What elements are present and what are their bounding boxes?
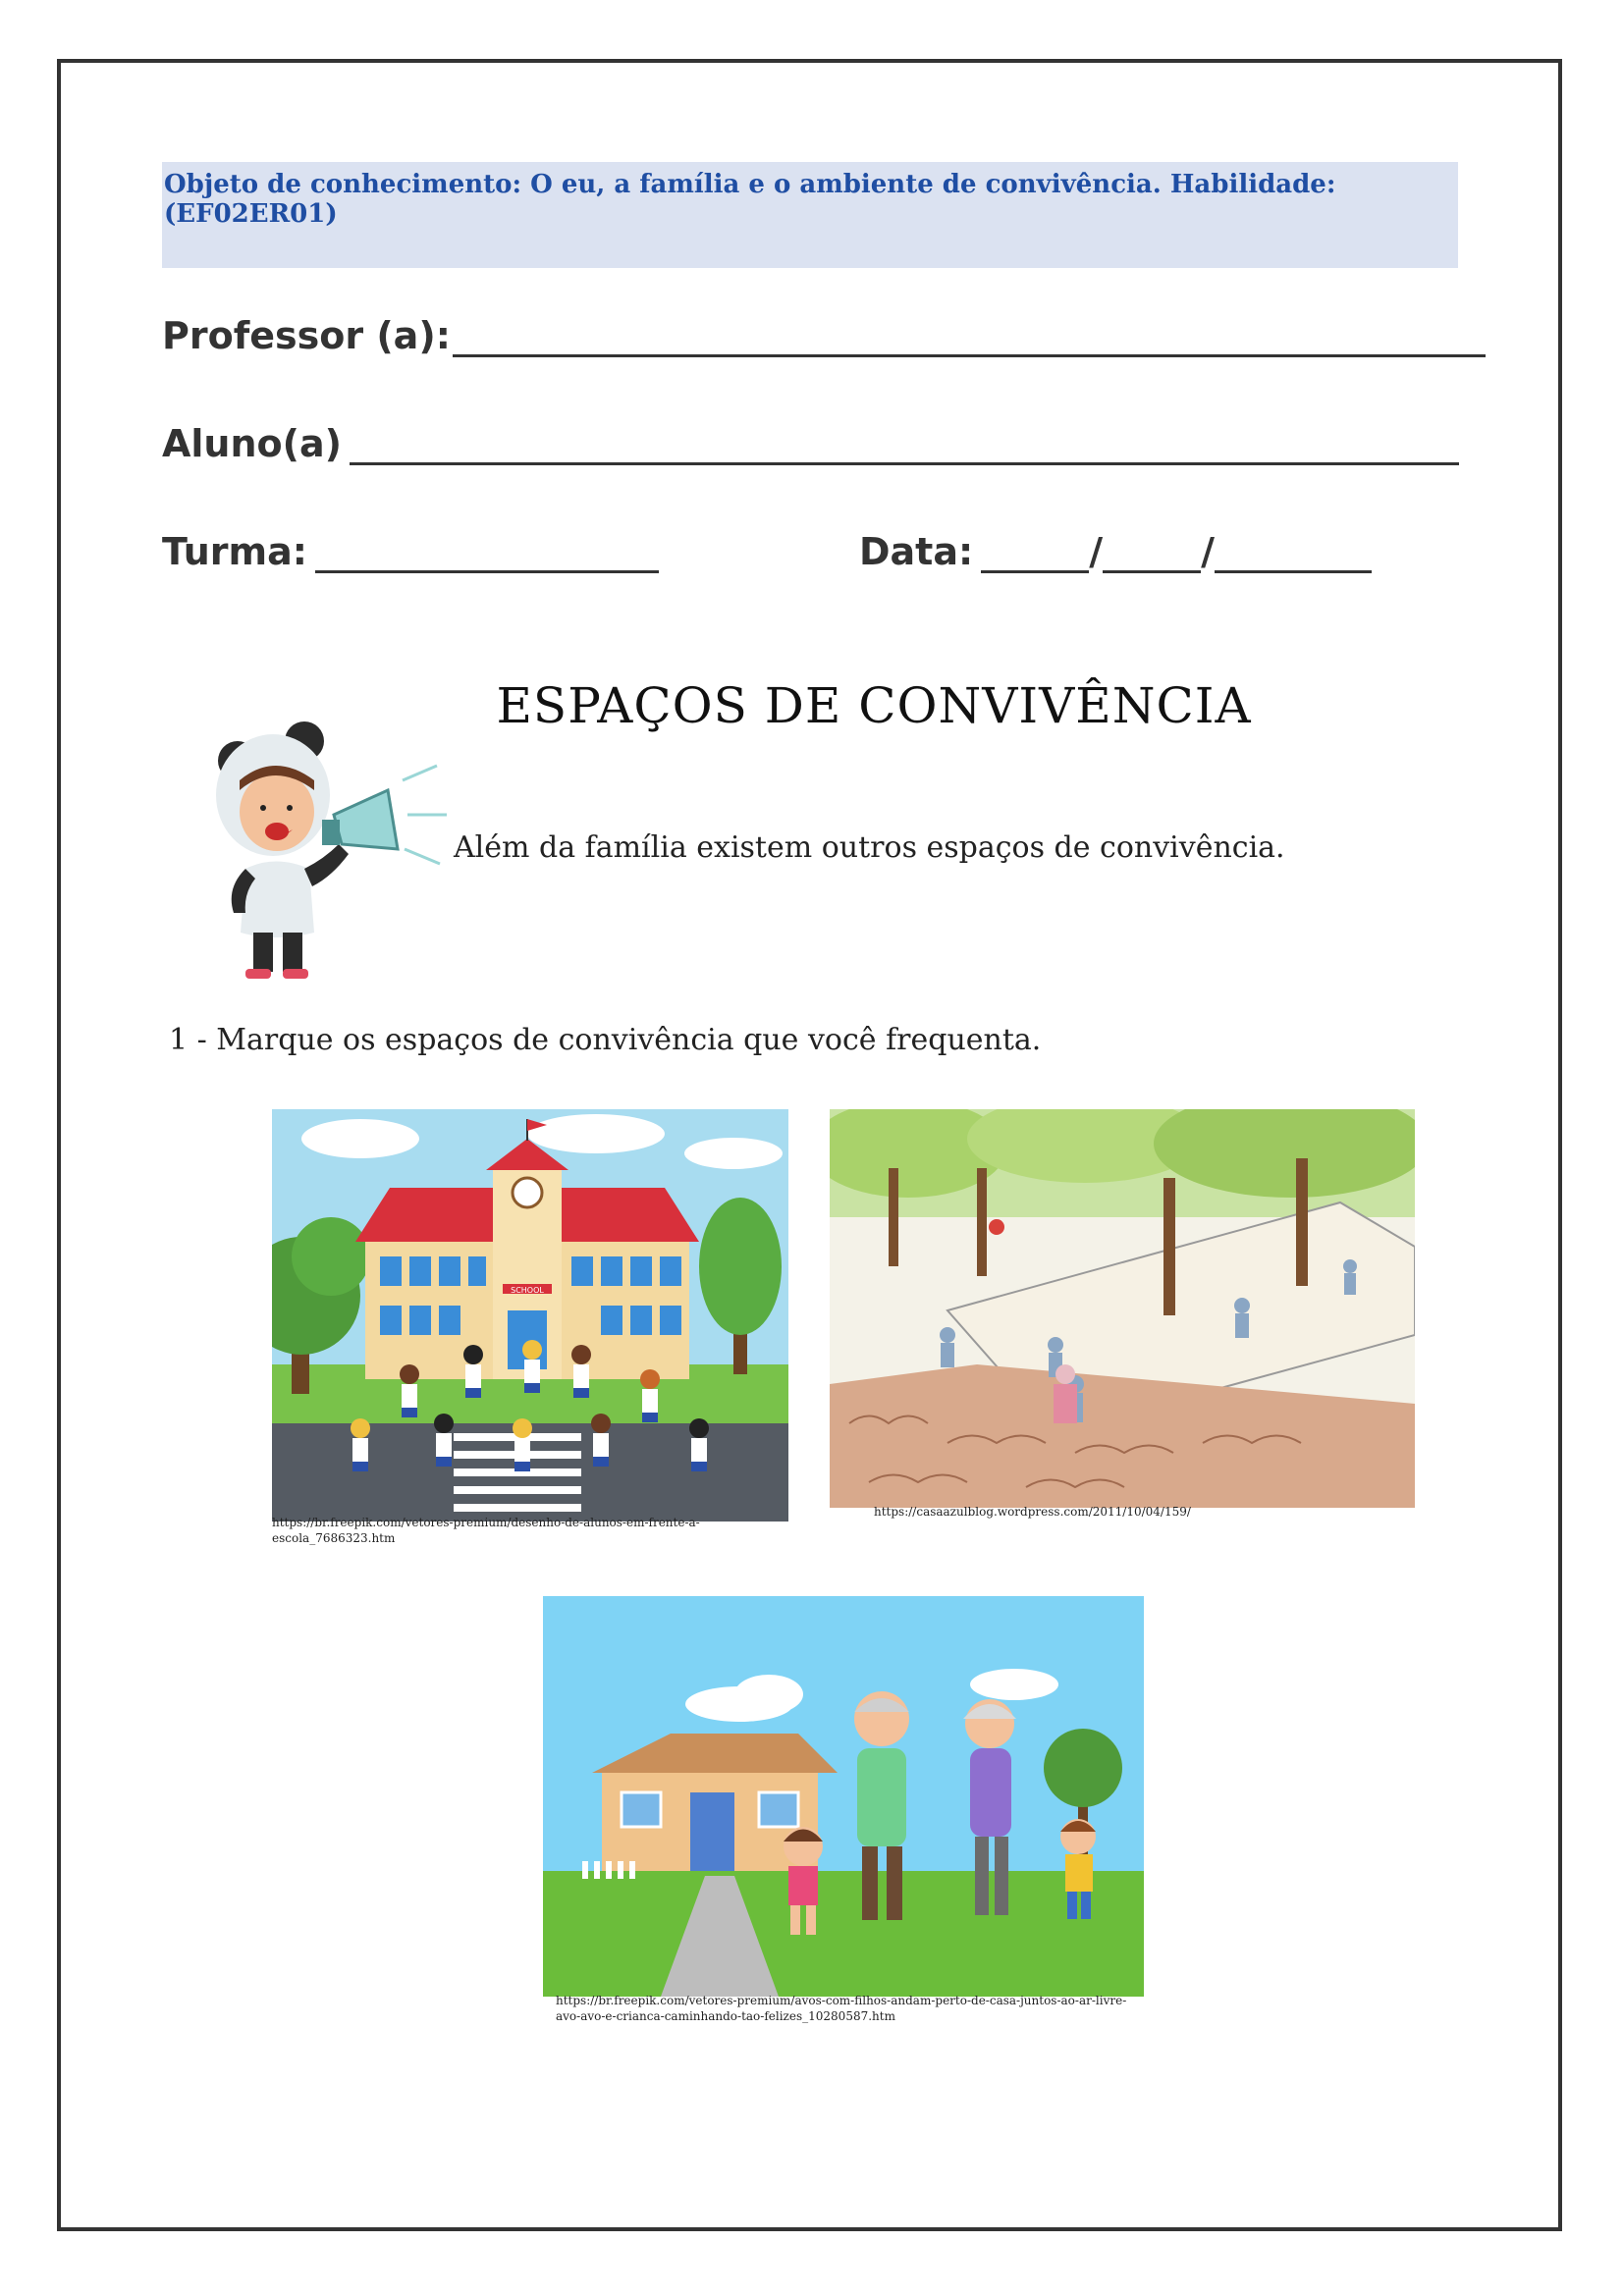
teacher-field	[162, 314, 1486, 357]
school-image-credit[interactable]: https://br.freepik.com/vetores-premium/desenho-de-alunos-em-frente-a-escola_7686323.htm	[272, 1516, 700, 1545]
question-1: 1 - Marque os espaços de convivência que você frequenta.	[169, 1023, 1042, 1057]
teacher-line[interactable]	[453, 321, 1486, 357]
home-family-illustration[interactable]	[543, 1596, 1144, 1997]
teacher-label: Professor (a):	[162, 314, 451, 357]
date-field	[859, 530, 1372, 573]
page-title: ESPAÇOS DE CONVIVÊNCIA	[496, 677, 1252, 734]
date-year-line[interactable]	[1215, 537, 1372, 573]
student-line[interactable]	[350, 429, 1459, 465]
class-line[interactable]	[315, 537, 659, 573]
objective-banner	[162, 162, 1458, 268]
student-label: Aluno(a)	[162, 422, 343, 465]
date-label: Data:	[859, 530, 974, 573]
home-image-credit[interactable]: https://br.freepik.com/vetores-premium/avos-com-filhos-andam-perto-de-casa-juntos-ao-ar-livre-avo-avo-e-crianca-caminhando-tao-felizes_10280587.htm	[556, 1994, 1127, 2023]
student-field	[162, 422, 1459, 465]
date-separator: /	[1201, 530, 1215, 573]
class-field	[162, 530, 659, 573]
school-illustration[interactable]	[272, 1109, 788, 1522]
class-label: Turma:	[162, 530, 307, 573]
park-image-credit[interactable]: https://casaazulblog.wordpress.com/2011/10/04/159/	[874, 1505, 1191, 1519]
date-day-line[interactable]	[981, 537, 1089, 573]
panda-girl-megaphone-icon	[216, 721, 452, 982]
park-illustration[interactable]	[830, 1109, 1415, 1508]
school-sign: SCHOOL	[511, 1286, 544, 1295]
date-month-line[interactable]	[1103, 537, 1201, 573]
objective-text: Objeto de conhecimento: O eu, a família e o ambiente de convivência. Habilidade: (EF02ER01)	[164, 170, 1336, 229]
intro-text: Além da família existem outros espaços de convivência.	[454, 830, 1285, 865]
date-separator: /	[1089, 530, 1104, 573]
